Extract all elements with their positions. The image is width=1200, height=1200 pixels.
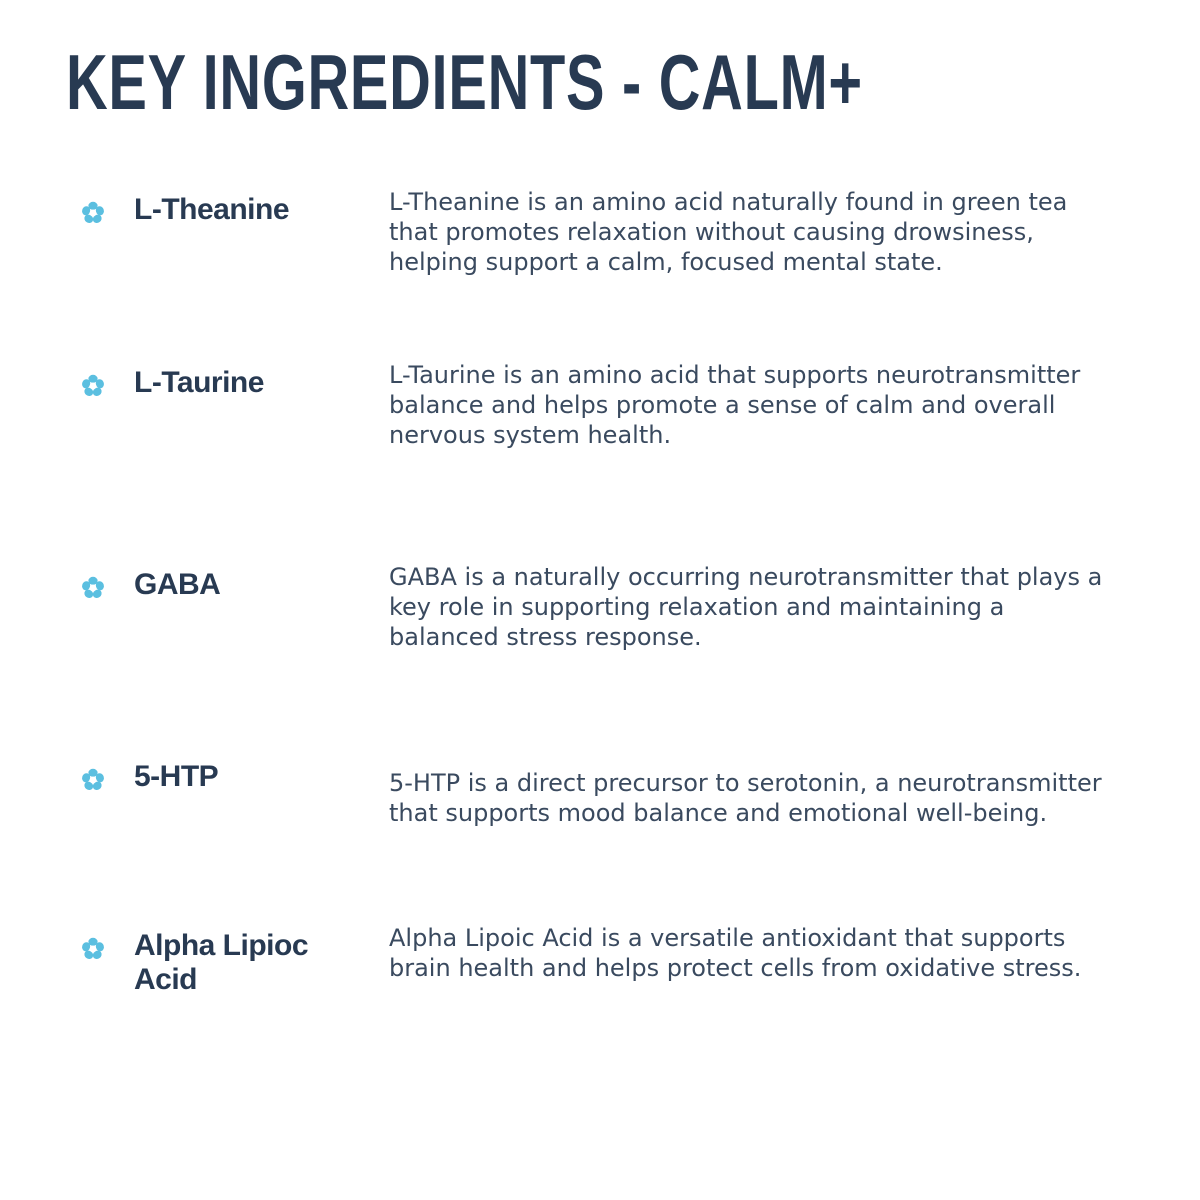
ingredient-description: 5-HTP is a direct precursor to serotonin, a neurotransmitter that supports mood balance and emotional well-being. — [389, 769, 1102, 827]
flower-center — [90, 946, 97, 953]
ingredient-name: Alpha Lipioc Acid — [134, 929, 308, 996]
ingredient-name: L-Theanine — [134, 193, 290, 226]
flower-icon — [80, 575, 106, 601]
flower-center — [90, 383, 97, 390]
ingredient-description: L-Taurine is an amino acid that supports neurotransmitter balance and helps promote a sense of calm and overall nervous system health. — [389, 361, 1081, 449]
flower-icon — [80, 200, 106, 226]
flower-icon — [80, 767, 106, 793]
ingredient-name: GABA — [134, 568, 221, 601]
page-title: KEY INGREDIENTS - CALM+ — [66, 38, 863, 126]
ingredient-name: 5-HTP — [134, 760, 219, 793]
ingredient-description: Alpha Lipoic Acid is a versatile antioxidant that supports brain health and helps protect cells from oxidative stress. — [389, 924, 1082, 982]
ingredient-name: L-Taurine — [134, 366, 264, 399]
ingredient-description: L-Theanine is an amino acid naturally found in green tea that promotes relaxation without causing drowsiness, helping support a calm, focused mental state. — [389, 188, 1068, 276]
flower-center — [90, 777, 97, 784]
flower-icon — [80, 373, 106, 399]
flower-center — [90, 585, 97, 592]
flower-icon — [80, 936, 106, 962]
flower-center — [90, 210, 97, 217]
ingredient-description: GABA is a naturally occurring neurotransmitter that plays a key role in supporting relaxation and maintaining a balanced stress response. — [389, 563, 1103, 651]
